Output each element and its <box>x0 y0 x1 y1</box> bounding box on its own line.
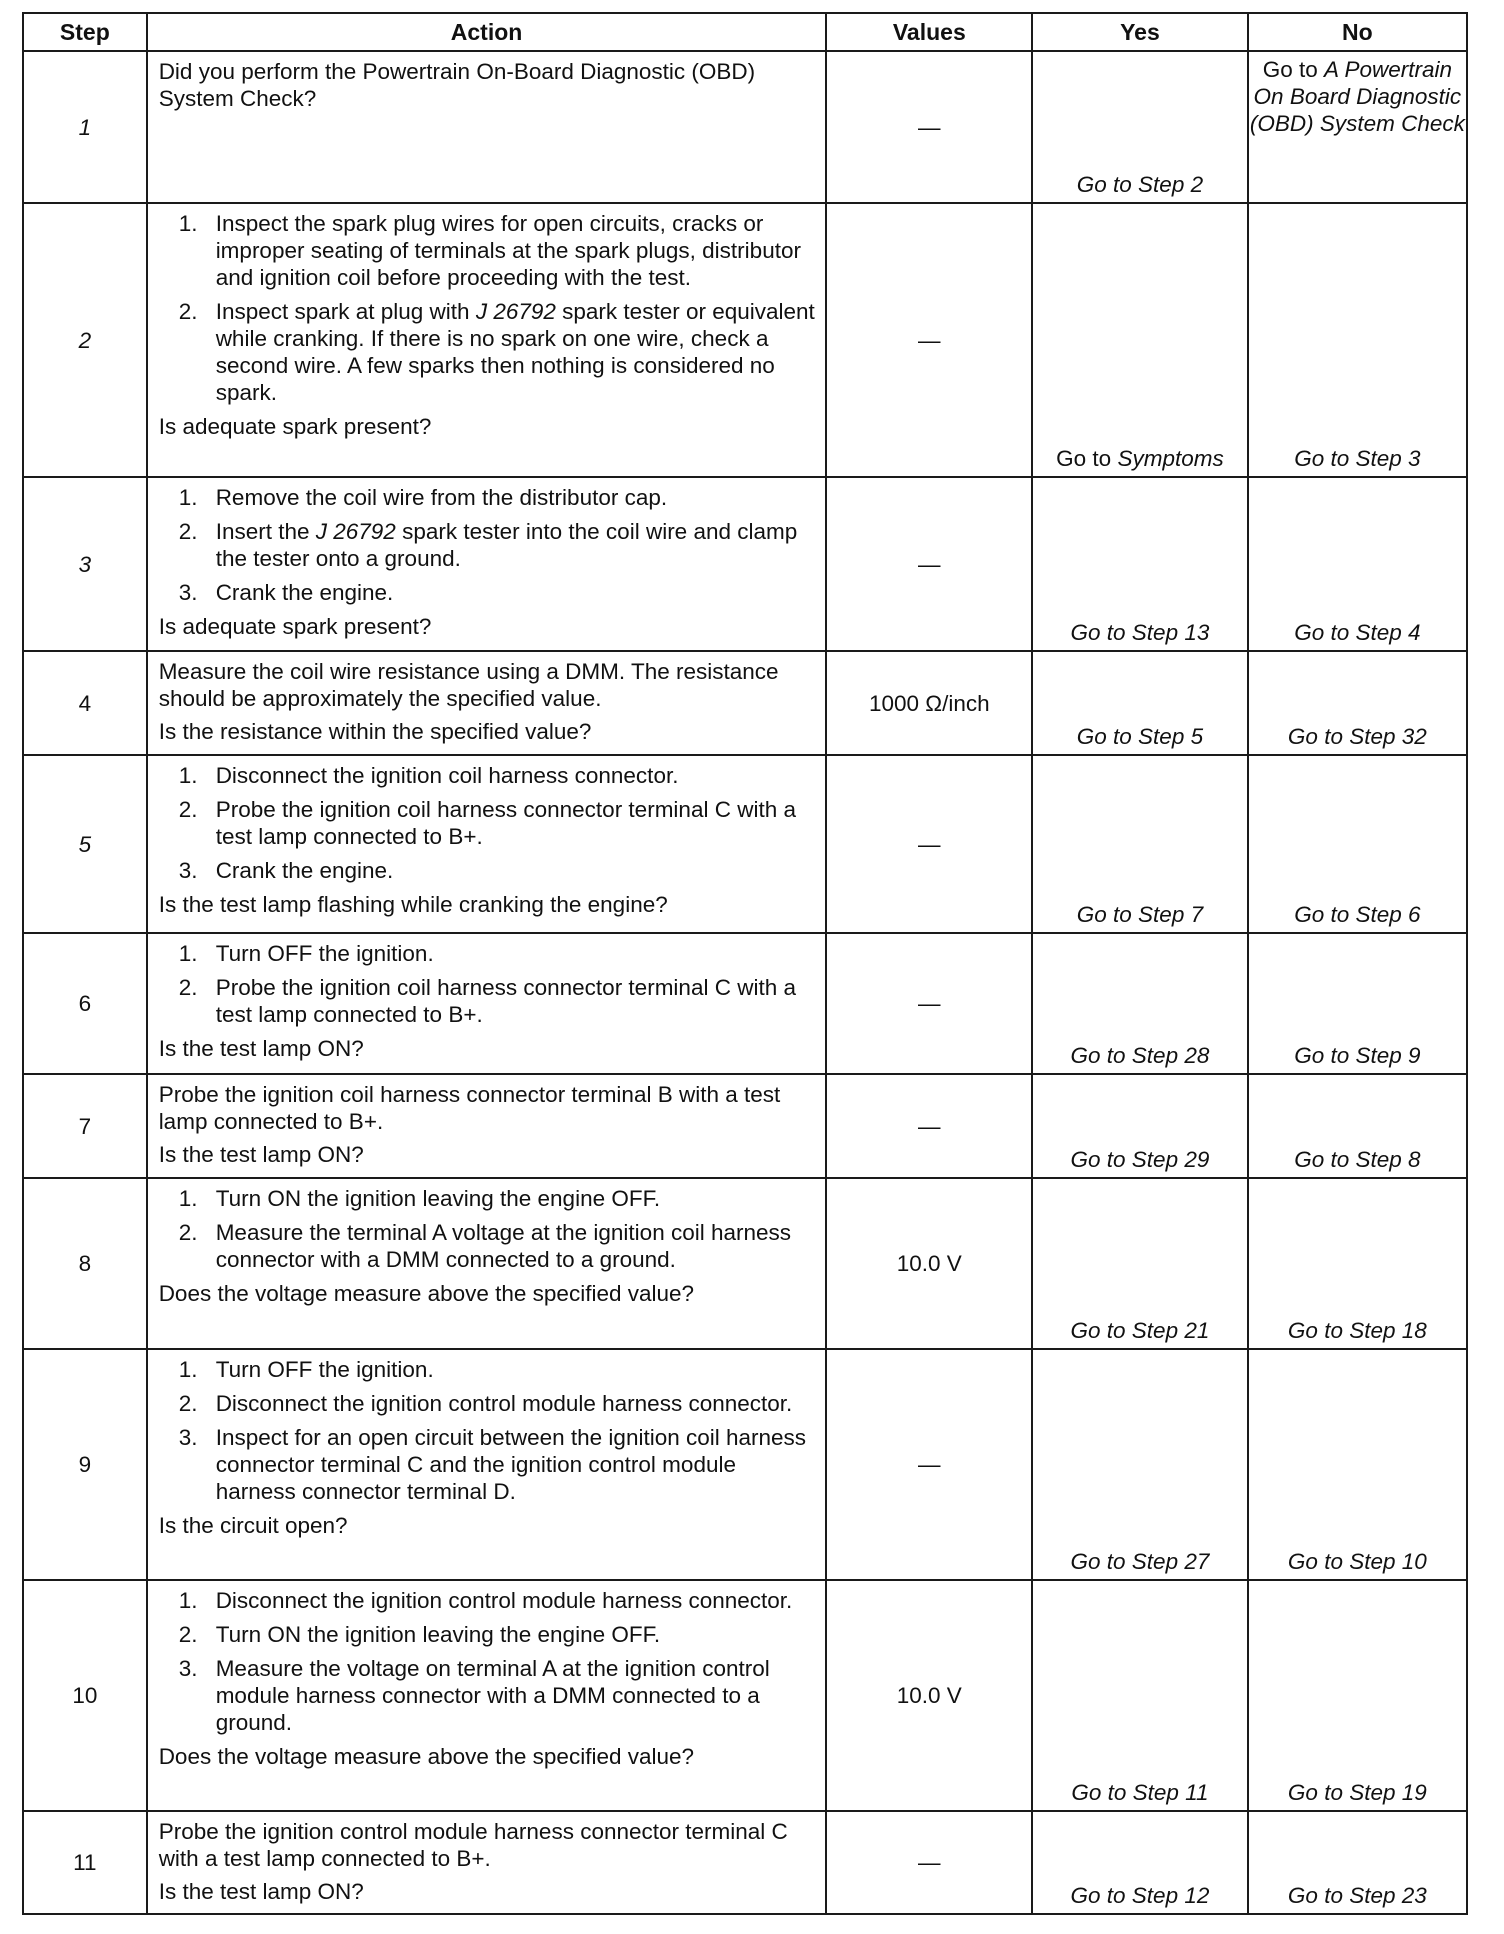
step-number: 8 <box>23 1178 147 1349</box>
action-step-text: Probe the ignition coil harness connector terminal C with a test lamp connected to B+. <box>215 797 796 849</box>
action-step-text: Inspect spark at plug with <box>215 299 476 324</box>
step-number <box>23 477 147 651</box>
action-step-text: Turn ON the ignition leaving the engine OFF. <box>215 1622 661 1647</box>
table-row-step-2 <box>23 203 1467 477</box>
action-cell <box>147 933 827 1074</box>
values-cell: 10.0 V <box>826 1178 1032 1349</box>
table-row-step-7 <box>23 1074 1467 1178</box>
action-question: Is adequate spark present? <box>158 614 432 639</box>
action-steps <box>159 1185 818 1273</box>
action-question: Does the voltage measure above the specified value? <box>158 1744 695 1769</box>
action-step: 1. Disconnect the ignition control module harness connector. <box>178 1588 793 1613</box>
yes-cell[interactable] <box>1032 203 1248 477</box>
action-step-text: Turn OFF the ignition. <box>215 1357 434 1382</box>
yes-cell[interactable]: Go to Step 2 <box>1032 51 1248 203</box>
action-steps <box>159 210 818 406</box>
action-step: 2. Probe the ignition coil harness connector terminal C with a test lamp connected to B+. <box>178 797 796 849</box>
no-cell[interactable]: Go to Step 10 <box>1248 1349 1467 1580</box>
action-step-text: Remove the coil wire from the distributor cap. <box>215 485 668 510</box>
action-steps <box>159 1587 818 1736</box>
action-step-text: Turn ON the ignition leaving the engine OFF. <box>215 1186 661 1211</box>
no-cell[interactable]: Go to Step 19 <box>1248 1580 1467 1811</box>
no-cell[interactable]: Go to Step 8 <box>1248 1074 1467 1178</box>
action-text: Did you perform the Powertrain On-Board Diagnostic (OBD) System Check? <box>158 59 756 111</box>
action-question: Is adequate spark present? <box>158 414 432 439</box>
table-row-step-11 <box>23 1811 1467 1914</box>
yes-cell[interactable]: Go to Step 21 <box>1032 1178 1248 1349</box>
values-cell: — <box>826 51 1032 203</box>
values-cell: — <box>826 1811 1032 1914</box>
action-question: Is the test lamp ON? <box>158 1036 364 1061</box>
action-step: 2. Probe the ignition coil harness connector terminal C with a test lamp connected to B+. <box>178 975 796 1027</box>
step-number-text: 2 <box>78 327 92 353</box>
values-cell: — <box>826 755 1032 933</box>
action-step-text: Measure the voltage on terminal A at the ignition control module harness connector with a DMM connected to a ground. <box>215 1656 770 1735</box>
header-yes: Yes <box>1032 13 1248 51</box>
diagnostic-table <box>22 12 1468 1915</box>
step-number <box>23 755 147 933</box>
action-cell <box>147 1074 827 1178</box>
action-step: 3. Measure the voltage on terminal A at the ignition control module harness connector with a DMM connected to a ground. <box>178 1656 770 1735</box>
diagnostic-table-sheet <box>22 12 1468 1915</box>
action-step-text: Disconnect the ignition coil harness connector. <box>215 763 679 788</box>
action-step-text: Probe the ignition coil harness connector terminal C with a test lamp connected to B+. <box>215 975 796 1027</box>
step-number: 4 <box>23 651 147 755</box>
action-steps <box>159 762 818 884</box>
values-cell: — <box>826 1074 1032 1178</box>
action-text: Probe the ignition coil harness connector terminal B with a test lamp connected to B+. <box>158 1082 781 1134</box>
step-number-text: 1 <box>78 114 92 140</box>
header-row <box>23 13 1467 51</box>
action-steps <box>159 484 818 606</box>
table-row-step-1 <box>23 51 1467 203</box>
yes-cell[interactable]: Go to Step 7 <box>1032 755 1248 933</box>
action-step: 3. Crank the engine. <box>178 580 394 605</box>
yes-link[interactable]: Symptoms <box>1117 446 1224 471</box>
values-cell: — <box>826 203 1032 477</box>
step-number: 10 <box>23 1580 147 1811</box>
action-step-text: Insert the <box>215 519 316 544</box>
action-step: 1. Remove the coil wire from the distributor cap. <box>178 485 668 510</box>
action-cell <box>147 755 827 933</box>
action-step-text: spark tester into the coil wire and clamp the tester onto a ground. <box>215 519 798 571</box>
no-cell[interactable]: Go to Step 9 <box>1248 933 1467 1074</box>
action-step: 1. Disconnect the ignition coil harness connector. <box>178 763 679 788</box>
action-step-text: Crank the engine. <box>215 580 394 605</box>
values-cell: — <box>826 933 1032 1074</box>
no-cell[interactable]: Go to Step 23 <box>1248 1811 1467 1914</box>
no-prefix: Go to <box>1262 57 1325 82</box>
action-step: 1. Turn OFF the ignition. <box>178 1357 434 1382</box>
action-text: Measure the coil wire resistance using a DMM. The resistance should be approximately the specified value. <box>158 659 779 711</box>
action-step: 2. Disconnect the ignition control module harness connector. <box>178 1391 793 1416</box>
tool-name: J 26792 <box>315 519 396 544</box>
yes-cell[interactable]: Go to Step 11 <box>1032 1580 1248 1811</box>
action-step: 2. Turn ON the ignition leaving the engine OFF. <box>178 1622 661 1647</box>
header-values: Values <box>826 13 1032 51</box>
table-row-step-5 <box>23 755 1467 933</box>
tool-name: J 26792 <box>475 299 556 324</box>
action-question: Is the test lamp ON? <box>158 1879 364 1904</box>
no-cell[interactable] <box>1248 51 1467 203</box>
table-row-step-10 <box>23 1580 1467 1811</box>
header-no: No <box>1248 13 1467 51</box>
action-step-text: Crank the engine. <box>215 858 394 883</box>
action-cell <box>147 651 827 755</box>
step-number <box>23 51 147 203</box>
action-question: Is the circuit open? <box>158 1513 348 1538</box>
step-number: 9 <box>23 1349 147 1580</box>
action-step-text: Turn OFF the ignition. <box>215 941 434 966</box>
action-step-text: Inspect the spark plug wires for open circuits, cracks or improper seating of terminals at the spark plugs, distributor and ignition coil before proceeding with the test. <box>215 211 801 290</box>
header-step: Step <box>23 13 147 51</box>
action-step: 3. Inspect for an open circuit between the ignition coil harness connector terminal C and the ignition control module harness connector terminal D. <box>178 1425 807 1504</box>
action-text: Probe the ignition control module harness connector terminal C with a test lamp connected to B+. <box>158 1819 788 1871</box>
no-cell[interactable]: Go to Step 32 <box>1248 651 1467 755</box>
yes-cell[interactable]: Go to Step 12 <box>1032 1811 1248 1914</box>
step-number: 11 <box>23 1811 147 1914</box>
action-step-text: Disconnect the ignition control module harness connector. <box>215 1391 793 1416</box>
table-row-step-3 <box>23 477 1467 651</box>
yes-cell[interactable]: Go to Step 13 <box>1032 477 1248 651</box>
action-steps <box>159 940 818 1028</box>
action-step-text: Measure the terminal A voltage at the ignition coil harness connector with a DMM connected to a ground. <box>215 1220 792 1272</box>
action-cell <box>147 51 827 203</box>
no-cell[interactable]: Go to Step 4 <box>1248 477 1467 651</box>
yes-cell[interactable]: Go to Step 5 <box>1032 651 1248 755</box>
yes-cell[interactable]: Go to Step 29 <box>1032 1074 1248 1178</box>
table-row-step-6 <box>23 933 1467 1074</box>
header-action: Action <box>147 13 827 51</box>
step-number: 6 <box>23 933 147 1074</box>
action-steps <box>159 1356 818 1505</box>
action-question: Is the test lamp flashing while cranking the engine? <box>158 892 668 917</box>
yes-cell[interactable]: Go to Step 28 <box>1032 933 1248 1074</box>
action-cell <box>147 1349 827 1580</box>
yes-prefix: Go to <box>1056 446 1118 471</box>
action-cell <box>147 1580 827 1811</box>
action-step: 2. Measure the terminal A voltage at the ignition coil harness connector with a DMM connected to a ground. <box>178 1220 792 1272</box>
action-step: 3. Crank the engine. <box>178 858 394 883</box>
action-step: 2. Inspect spark at plug with J 26792 spark tester or equivalent while cranking. If there is no spark on one wire, check a second wire. A few sparks then nothing is considered no spark. <box>178 299 815 405</box>
action-step-text: spark tester or equivalent while cranking. If there is no spark on one wire, check a second wire. A few sparks then nothing is considered no spark. <box>215 299 815 405</box>
values-cell: — <box>826 477 1032 651</box>
table-row-step-4 <box>23 651 1467 755</box>
values-cell: 10.0 V <box>826 1580 1032 1811</box>
action-question: Is the test lamp ON? <box>158 1142 364 1167</box>
action-step: 1. Inspect the spark plug wires for open circuits, cracks or improper seating of terminals at the spark plugs, distributor and ignition coil before proceeding with the test. <box>178 211 801 290</box>
yes-cell[interactable]: Go to Step 27 <box>1032 1349 1248 1580</box>
action-cell <box>147 477 827 651</box>
no-cell[interactable]: Go to Step 3 <box>1248 203 1467 477</box>
action-question: Is the resistance within the specified value? <box>158 719 592 744</box>
step-number: 7 <box>23 1074 147 1178</box>
action-step-text: Inspect for an open circuit between the ignition coil harness connector terminal C and the ignition control module harness connector terminal D. <box>215 1425 807 1504</box>
table-row-step-9 <box>23 1349 1467 1580</box>
action-question: Does the voltage measure above the specified value? <box>158 1281 695 1306</box>
values-cell: 1000 Ω/inch <box>826 651 1032 755</box>
action-cell <box>147 1178 827 1349</box>
table-row-step-8 <box>23 1178 1467 1349</box>
action-step-text: Disconnect the ignition control module harness connector. <box>215 1588 793 1613</box>
step-number-text: 5 <box>78 831 92 857</box>
action-step: 1. Turn OFF the ignition. <box>178 941 434 966</box>
no-cell[interactable]: Go to Step 6 <box>1248 755 1467 933</box>
step-number-text: 3 <box>78 551 92 577</box>
action-step: 2. Insert the J 26792 spark tester into the coil wire and clamp the tester onto a ground. <box>178 519 798 571</box>
values-cell: — <box>826 1349 1032 1580</box>
no-cell[interactable]: Go to Step 18 <box>1248 1178 1467 1349</box>
action-cell <box>147 203 827 477</box>
action-cell <box>147 1811 827 1914</box>
no-link[interactable]: A Powertrain On Board Diagnostic (OBD) System Check <box>1249 57 1465 136</box>
action-step: 1. Turn ON the ignition leaving the engine OFF. <box>178 1186 661 1211</box>
step-number <box>23 203 147 477</box>
